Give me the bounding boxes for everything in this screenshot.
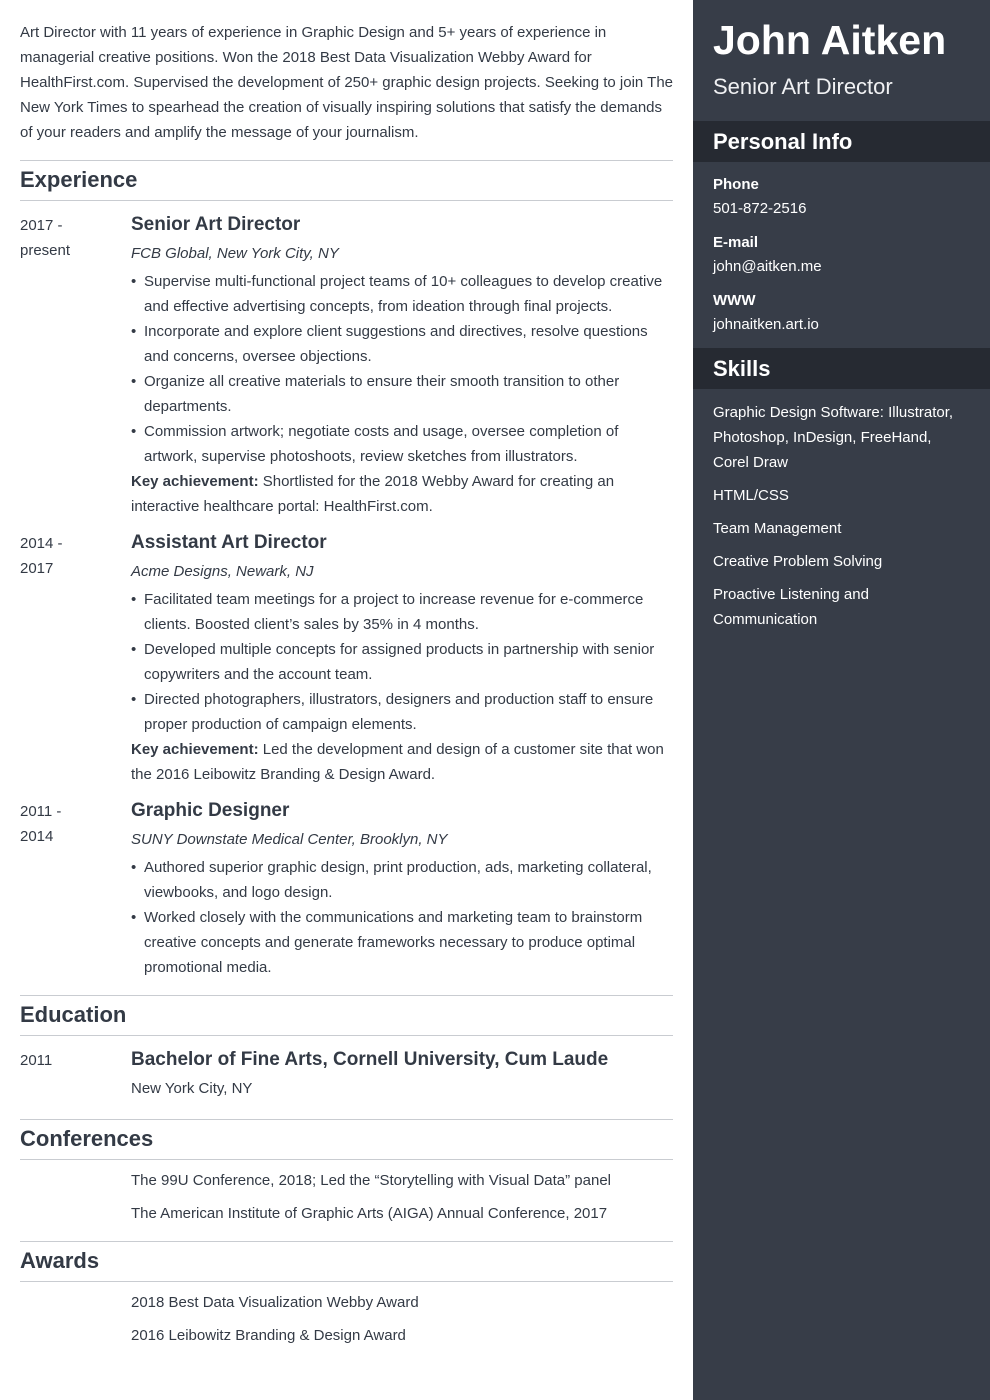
employer: FCB Global, New York City, NY <box>131 245 339 262</box>
conferences-section <box>20 1119 673 1226</box>
experience-entry <box>20 213 673 519</box>
key-achievement-label: Key achievement: <box>131 473 259 490</box>
responsibility-item: • Facilitated team meetings for a project to increase revenue for e-commerce clients. Boosted client’s sales by 35% in 4 months. <box>131 587 673 637</box>
date-start: 2014 - <box>20 535 63 552</box>
skill-item: Team Management <box>713 520 842 537</box>
responsibility-item: • Worked closely with the communications and marketing team to brainstorm creative concepts and generate frameworks necessary to produce optimal promotional media. <box>131 905 673 980</box>
date-start: 2017 - <box>20 217 63 234</box>
responsibilities-list <box>131 269 673 469</box>
key-achievement <box>131 469 673 519</box>
education-content <box>131 1048 673 1104</box>
sidebar <box>693 0 990 1400</box>
email-value: john@aitken.me <box>713 258 822 275</box>
education-section <box>20 995 673 1104</box>
employer: SUNY Downstate Medical Center, Brooklyn, NY <box>131 831 448 848</box>
job-title: Senior Art Director <box>131 214 301 235</box>
date-end: 2017 <box>20 560 54 577</box>
awards-heading: Awards <box>20 1241 673 1282</box>
conferences-list <box>20 1168 673 1226</box>
employer: Acme Designs, Newark, NJ <box>131 563 314 580</box>
phone-value: 501-872-2516 <box>713 200 807 217</box>
skill-item: Creative Problem Solving <box>713 553 883 570</box>
responsibilities-list <box>131 855 673 980</box>
date-end: 2014 <box>20 828 54 845</box>
date-start: 2011 - <box>20 803 62 820</box>
experience-entry <box>20 531 673 787</box>
responsibility-item: • Authored superior graphic design, print production, ads, marketing collateral, viewbooks, and logo design. <box>131 855 673 905</box>
candidate-role: Senior Art Director <box>713 74 893 99</box>
job-title: Assistant Art Director <box>131 532 327 553</box>
experience-section <box>20 160 673 980</box>
experience-content <box>131 799 673 980</box>
key-achievement-label: Key achievement: <box>131 741 259 758</box>
responsibilities-list <box>131 587 673 737</box>
date-end: present <box>20 242 71 259</box>
awards-list <box>20 1290 673 1348</box>
key-achievement-text: Shortlisted for the 2018 Webby Award for creating an interactive healthcare portal: HealthFirst.com. <box>131 473 615 515</box>
skill-item: Proactive Listening and Communication <box>713 586 869 628</box>
experience-entry <box>20 799 673 980</box>
experience-content <box>131 531 673 787</box>
summary-text: Art Director with 11 years of experience in Graphic Design and 5+ years of experience in managerial creative positions. Won the 2018 Best Data Visualization Webby Award for HealthFirst.com. Supervised the development of 250+ graphic design projects. Seeking to join The New York Times to spearhead the creation of visually inspiring solutions that satisfy the demands of your readers and amplify the message of your journalism. <box>20 24 674 141</box>
candidate-name: John Aitken <box>713 17 947 63</box>
experience-date <box>20 213 131 519</box>
experience-content <box>131 213 673 519</box>
skill-item: HTML/CSS <box>713 487 789 504</box>
personal-info-heading: Personal Info <box>693 121 990 162</box>
experience-date <box>20 531 131 787</box>
award-item: 2018 Best Data Visualization Webby Award <box>131 1294 419 1311</box>
responsibility-item: • Commission artwork; negotiate costs and usage, oversee completion of artwork, supervise photoshoots, review sketches from illustrators. <box>131 419 673 469</box>
skills-list <box>693 389 990 632</box>
responsibility-item: • Developed multiple concepts for assigned products in partnership with senior copywriters and the account team. <box>131 637 673 687</box>
key-achievement <box>131 737 673 787</box>
personal-info <box>693 162 990 337</box>
email-label: E-mail <box>713 234 759 251</box>
responsibility-item: • Incorporate and explore client suggestions and directives, resolve questions and concerns, oversee objections. <box>131 319 673 369</box>
skills-heading: Skills <box>693 348 990 389</box>
responsibility-item: • Directed photographers, illustrators, designers and production staff to ensure proper production of campaign elements. <box>131 687 673 737</box>
education-entry <box>20 1048 673 1104</box>
conference-item: The American Institute of Graphic Arts (AIGA) Annual Conference, 2017 <box>131 1205 608 1222</box>
awards-section <box>20 1241 673 1348</box>
conference-item: The 99U Conference, 2018; Led the “Storytelling with Visual Data” panel <box>131 1172 612 1189</box>
job-title: Graphic Designer <box>131 800 290 821</box>
www-label: WWW <box>713 292 756 309</box>
education-date: 2011 <box>20 1052 53 1069</box>
key-achievement-text: Led the development and design of a customer site that won the 2016 Leibowitz Branding & Design Award. <box>131 741 664 783</box>
education-location: New York City, NY <box>131 1080 253 1097</box>
phone-label: Phone <box>713 176 759 193</box>
experience-heading: Experience <box>20 160 673 201</box>
education-heading: Education <box>20 995 673 1036</box>
responsibility-item: • Organize all creative materials to ensure their smooth transition to other departments. <box>131 369 673 419</box>
responsibility-item: • Supervise multi-functional project teams of 10+ colleagues to develop creative and effective advertising concepts, from ideation through final projects. <box>131 269 673 319</box>
conferences-heading: Conferences <box>20 1119 673 1160</box>
degree-title: Bachelor of Fine Arts, Cornell University, Cum Laude <box>131 1049 609 1070</box>
skill-item: Graphic Design Software: Illustrator, Photoshop, InDesign, FreeHand, Corel Draw <box>713 404 954 471</box>
award-item: 2016 Leibowitz Branding & Design Award <box>131 1327 406 1344</box>
experience-date <box>20 799 131 980</box>
www-value: johnaitken.art.io <box>713 316 819 333</box>
